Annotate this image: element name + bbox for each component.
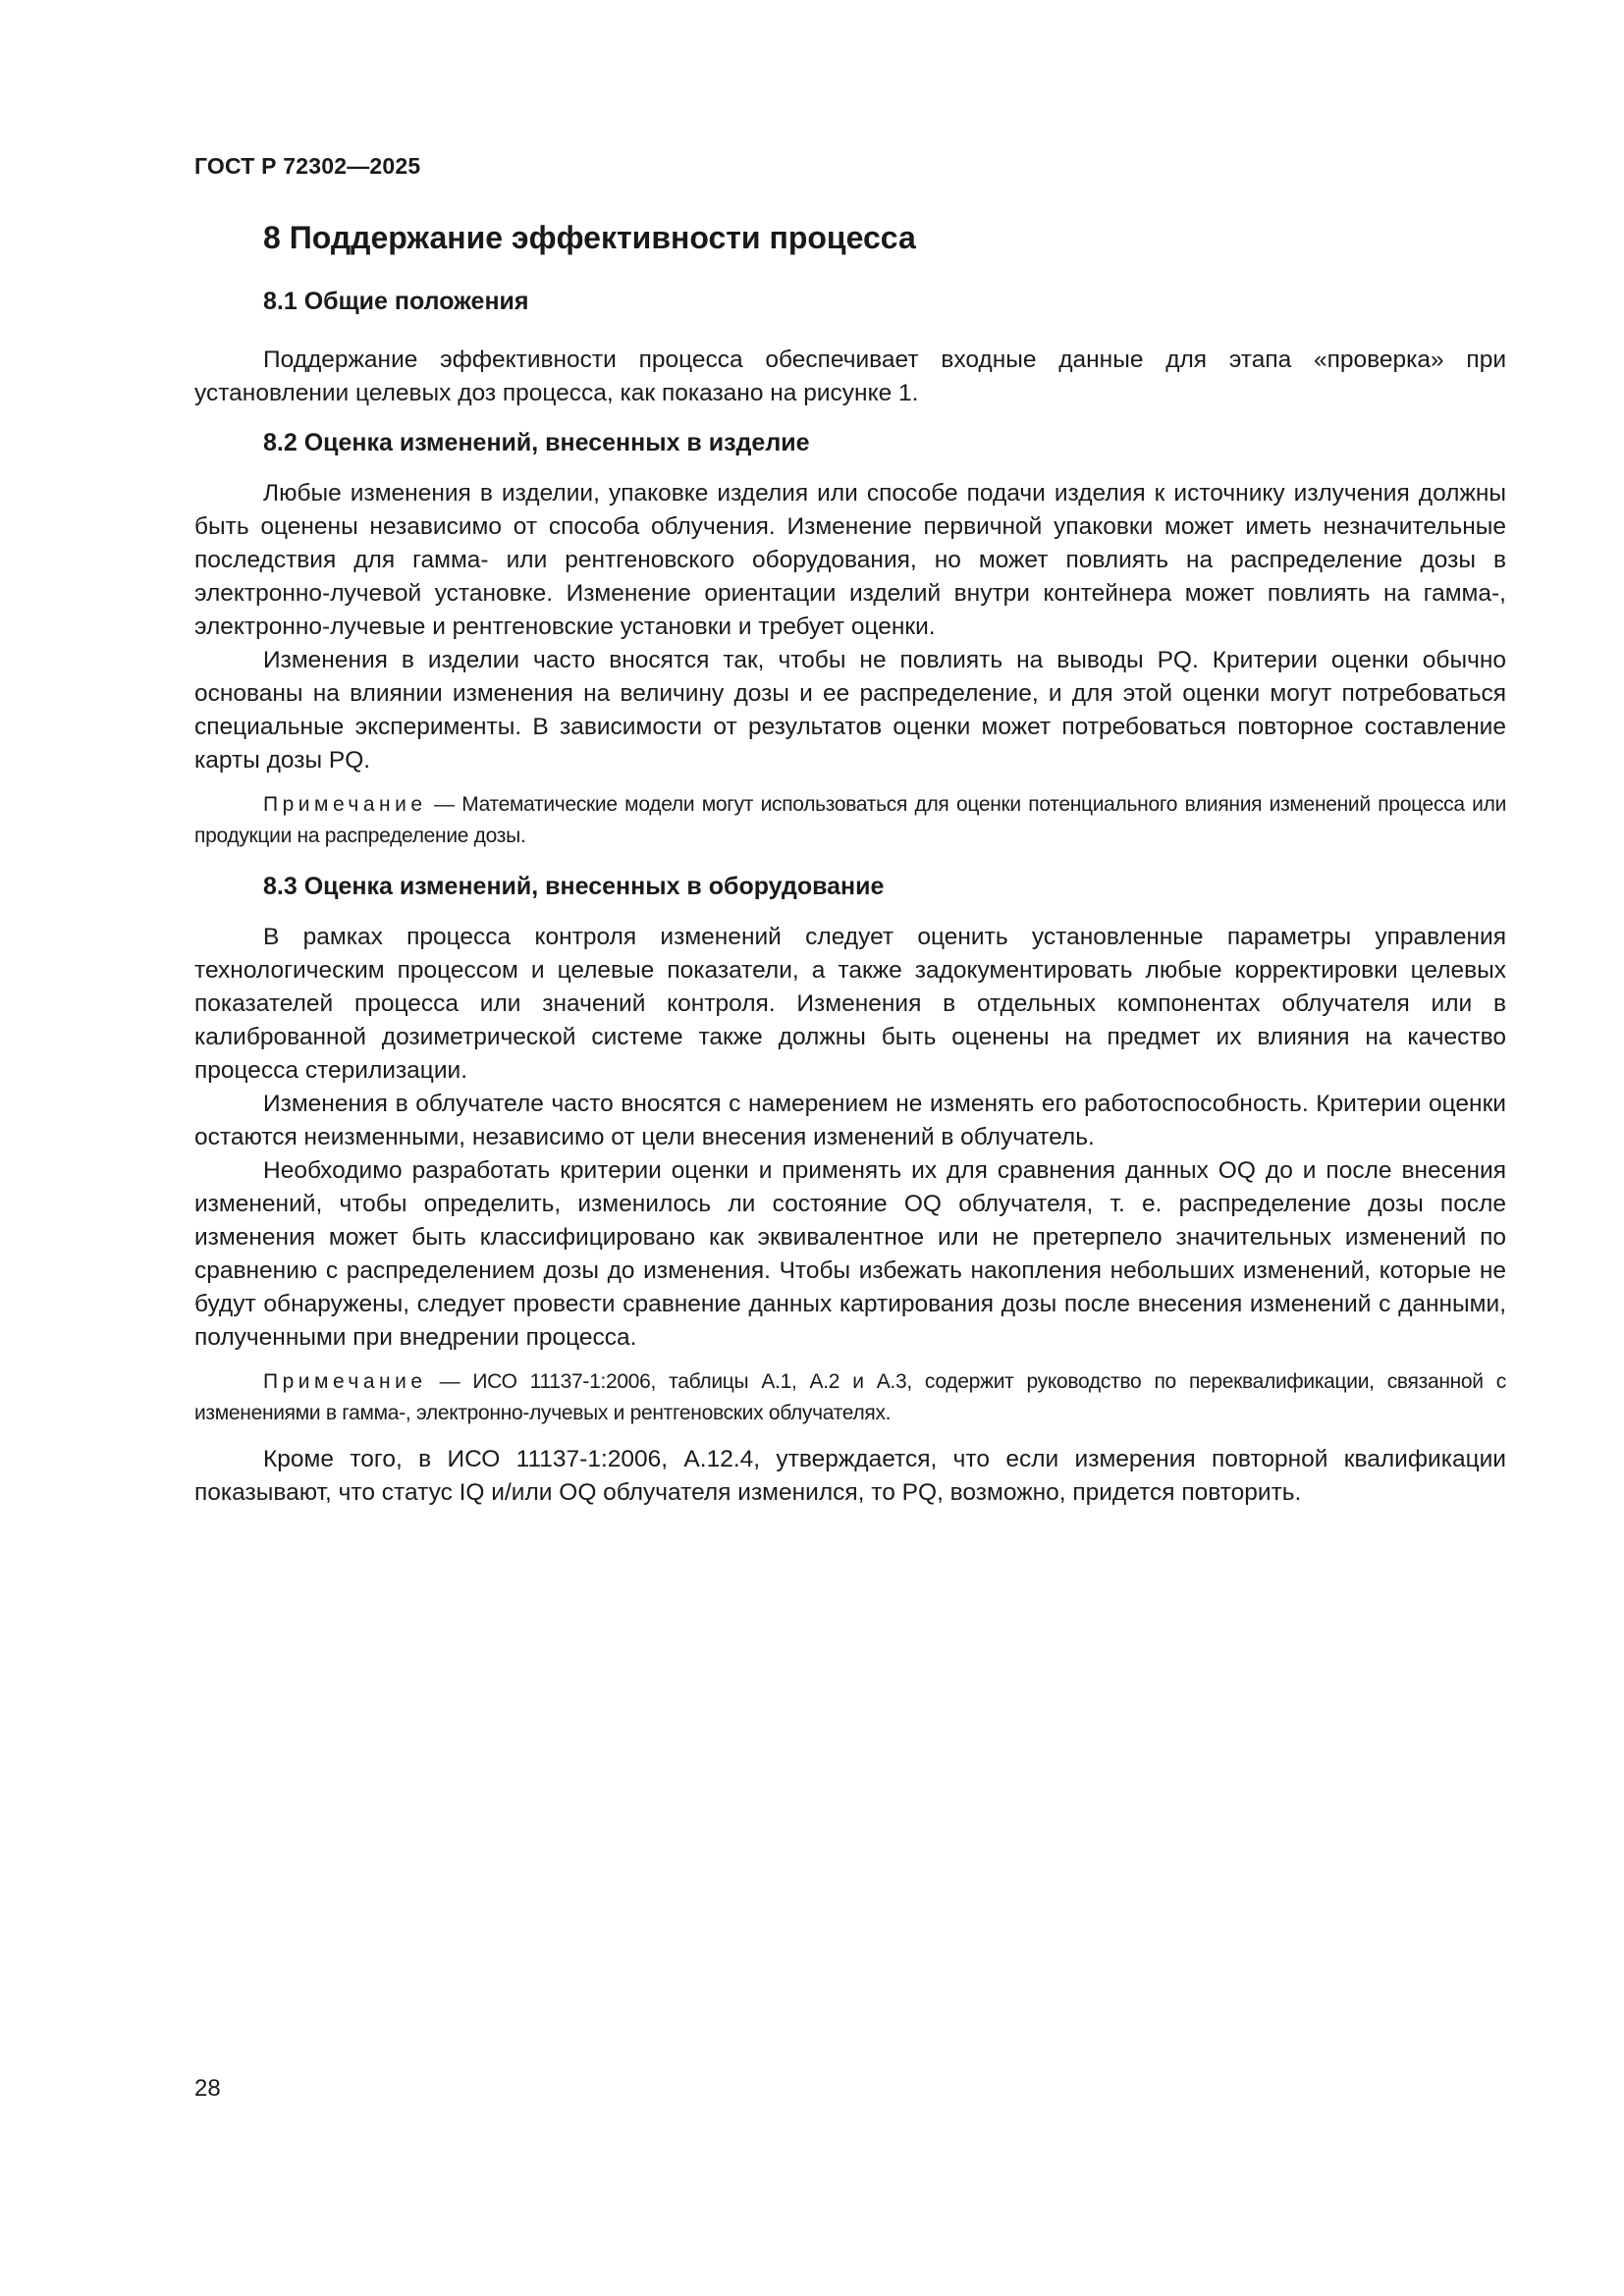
note-text: — Математические модели могут использоваться для оценки потенциального влияния изменений процесса или продукции на распределение дозы.: [194, 793, 1506, 847]
paragraph: Изменения в изделии часто вносятся так, чтобы не повлиять на выводы PQ. Критерии оценки обычно основаны на влиянии изменения на величину дозы и ее распределение, и для этой оценки могут потребоваться специальные эксперименты. В зависимости от результатов оценки может потребоваться повторное составление карты дозы PQ.: [194, 647, 1506, 774]
subsection-heading-8-3: 8.3 Оценка изменений, внесенных в оборудование: [263, 873, 885, 900]
note-label: Примечание: [263, 1370, 427, 1393]
subsection-heading-8-2: 8.2 Оценка изменений, внесенных в изделие: [263, 429, 810, 456]
paragraph: Изменения в облучателе часто вносятся с намерением не изменять его работоспособность. Критерии оценки остаются неизменными, независимо от цели внесения изменений в облучатель.: [194, 1091, 1506, 1150]
note: [194, 1366, 1506, 1429]
page-number: 28: [194, 2075, 221, 2102]
paragraph: Необходимо разработать критерии оценки и применять их для сравнения данных OQ до и после внесения изменений, чтобы определить, изменилось ли состояние OQ облучателя, т. е. распределение дозы после изменения может быть классифицировано как эквивалентное или не претерпело значительных изменений по сравнению с распределением дозы до изменения. Чтобы избежать накопления небольших изменений, которые не будут обнаружены, следует провести сравнение данных картирования дозы после внесения изменений с данными, полученными при внедрении процесса.: [194, 1157, 1506, 1351]
note: [194, 789, 1506, 852]
section-title: 8 Поддержание эффективности процесса: [263, 220, 916, 255]
document-code-header: ГОСТ Р 72302—2025: [194, 153, 421, 179]
note-label: Примечание: [263, 793, 427, 816]
subsection-heading-8-1: 8.1 Общие положения: [263, 288, 529, 315]
note-text: — ИСО 11137-1:2006, таблицы А.1, А.2 и А.3, содержит руководство по переквалификации, связанной с изменениями в гамма-, электронно-лучевых и рентгеновских облучателях.: [194, 1370, 1506, 1424]
paragraph: В рамках процесса контроля изменений следует оценить установленные параметры управления технологическим процессом и целевые показатели, а также задокументировать любые корректировки целевых показателей процесса или значений контроля. Изменения в отдельных компонентах облучателя или в калиброванной дозиметрической системе также должны быть оценены на предмет их влияния на качество процесса стерилизации.: [194, 924, 1506, 1084]
paragraph: Поддержание эффективности процесса обеспечивает входные данные для этапа «проверка» при установлении целевых доз процесса, как показано на рисунке 1.: [194, 347, 1506, 406]
paragraph: Любые изменения в изделии, упаковке изделия или способе подачи изделия к источнику излучения должны быть оценены независимо от способа облучения. Изменение первичной упаковки может иметь незначительные последствия для гамма- или рентгеновского оборудования, но может повлиять на распределение дозы в электронно-лучевой установке. Изменение ориентации изделий внутри контейнера может повлиять на гамма-, электронно-лучевые и рентгеновские установки и требует оценки.: [194, 480, 1506, 640]
section-body: [194, 285, 1506, 1510]
paragraph: Кроме того, в ИСО 11137-1:2006, А.12.4, утверждается, что если измерения повторной квалификации показывают, что статус IQ и/или OQ облучателя изменился, то PQ, возможно, придется повторить.: [194, 1446, 1506, 1506]
